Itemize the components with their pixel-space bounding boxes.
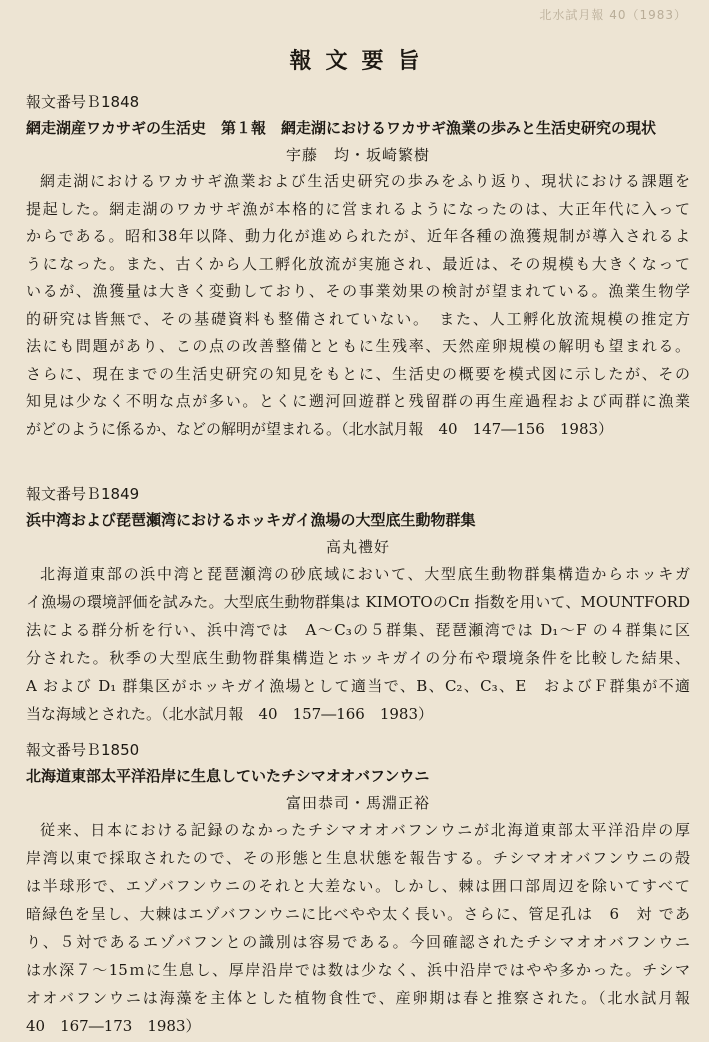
abstract-line: イ漁場の環境評価を試みた。大型底生動物群集は KIMOTOのCπ 指数を用いて、MOUNTFORD	[26, 593, 690, 611]
report-abstract	[26, 740, 690, 1040]
abstract-line: 暗緑色を呈し、大棘はエゾバフンウニに比べやや太く長い。さらに、管足孔は 6 対 であ	[26, 905, 690, 923]
abstract-line: 法による群分析を行い、浜中湾では A～C₃の５群集、琵琶瀬湾では D₁～F の４群集に区	[26, 621, 690, 639]
abstract-line: からである。昭和38年以降、動力化が進められたが、近年各種の漁獲規制が導入されるよ	[26, 227, 690, 245]
running-header: 北水試月報 40（1983）	[539, 8, 687, 22]
abstract-line: A および D₁ 群集区がホッキガイ漁場として適当で、B、C₂、C₃、E およびＦ群集が不適	[26, 677, 690, 695]
report-title: 浜中湾および琵琶瀬湾におけるホッキガイ漁場の大型底生動物群集	[26, 511, 476, 529]
abstract-line: り、５対であるエゾバフンとの識別は容易である。今回確認されたチシマオオバフンウニ	[26, 933, 690, 951]
abstract-line: 40 167―173 1983）	[26, 1017, 201, 1035]
report-abstract	[26, 484, 690, 728]
report-authors: 高丸禮好	[325, 538, 390, 556]
report-authors: 宇藤 均・坂崎繁樹	[285, 146, 430, 164]
abstract-line: うになった。また、古くから人工孵化放流が実施され、最近は、その規模も大きくなって	[26, 254, 690, 273]
report-number: 報文番号Ｂ1849	[26, 485, 140, 503]
abstract-line: 法にも問題があり、この点の改善整備とともに生残率、天然産卵規模の解明も望まれる。	[26, 337, 690, 355]
report-number: 報文番号Ｂ1848	[26, 93, 140, 111]
abstract-line: 従来、日本における記録のなかったチシマオオバフンウニが北海道東部太平洋沿岸の厚	[40, 821, 690, 839]
page-title: 報文要旨	[289, 49, 434, 74]
abstract-line: 網走湖におけるワカサギ漁業および生活史研究の歩みをふり返り、現状における課題を	[40, 172, 690, 190]
report-number: 報文番号Ｂ1850	[26, 741, 140, 759]
abstract-line: 分された。秋季の大型底生動物群集構造とホッキガイの分布や環境条件を比較した結果、	[26, 649, 690, 667]
abstract-line: は水深７～15ｍに生息し、厚岸沿岸では数は少なく、浜中沿岸ではやや多かった。チシマ	[26, 961, 690, 979]
abstract-line: いるが、漁獲量は大きく変動しており、その事業効果の検討が望まれている。漁業生物学	[26, 282, 690, 300]
report-abstract	[26, 92, 690, 443]
abstract-line: がどのように係るか、などの解明が望まれる。（北水試月報 40 147―156 1983）	[26, 419, 614, 438]
abstract-line: 知見は少なく不明な点が多い。とくに遡河回遊群と残留群の再生産過程および両群に漁業	[26, 392, 690, 410]
abstract-line: オオバフンウニは海藻を主体とした植物食性で、産卵期は春と推察された。（北水試月報	[26, 989, 690, 1007]
abstract-line: 岸湾以東で採取されたので、その形態と生息状態を報告する。チシマオオバフンウニの殻	[26, 849, 690, 867]
report-authors: 富田恭司・馬淵正裕	[285, 794, 430, 812]
abstract-line: 提起した。網走湖のワカサギ漁が本格的に営まれるようになったのは、大正年代に入って	[26, 199, 690, 218]
abstract-line: さらに、現在までの生活史研究の知見をもとに、生活史の概要を模式図に示したが、その	[26, 364, 690, 383]
abstract-line: は半球形で、エゾバフンウニのそれと大差ない。しかし、棘は囲口部周辺を除いてすべて	[26, 877, 690, 895]
abstract-line: 当な海域とされた。（北水試月報 40 157―166 1983）	[26, 705, 434, 723]
report-title: 網走湖産ワカサギの生活史 第１報 網走湖におけるワカサギ漁業の歩みと生活史研究の現状	[26, 119, 657, 137]
abstract-line: 的研究は皆無で、その基礎資料も整備されていない。 また、人工孵化放流規模の推定方	[26, 309, 690, 328]
abstract-line: 北海道東部の浜中湾と琵琶瀬湾の砂底域において、大型底生動物群集構造からホッキガ	[40, 565, 690, 583]
report-title: 北海道東部太平洋沿岸に生息していたチシマオオバフンウニ	[26, 767, 430, 785]
